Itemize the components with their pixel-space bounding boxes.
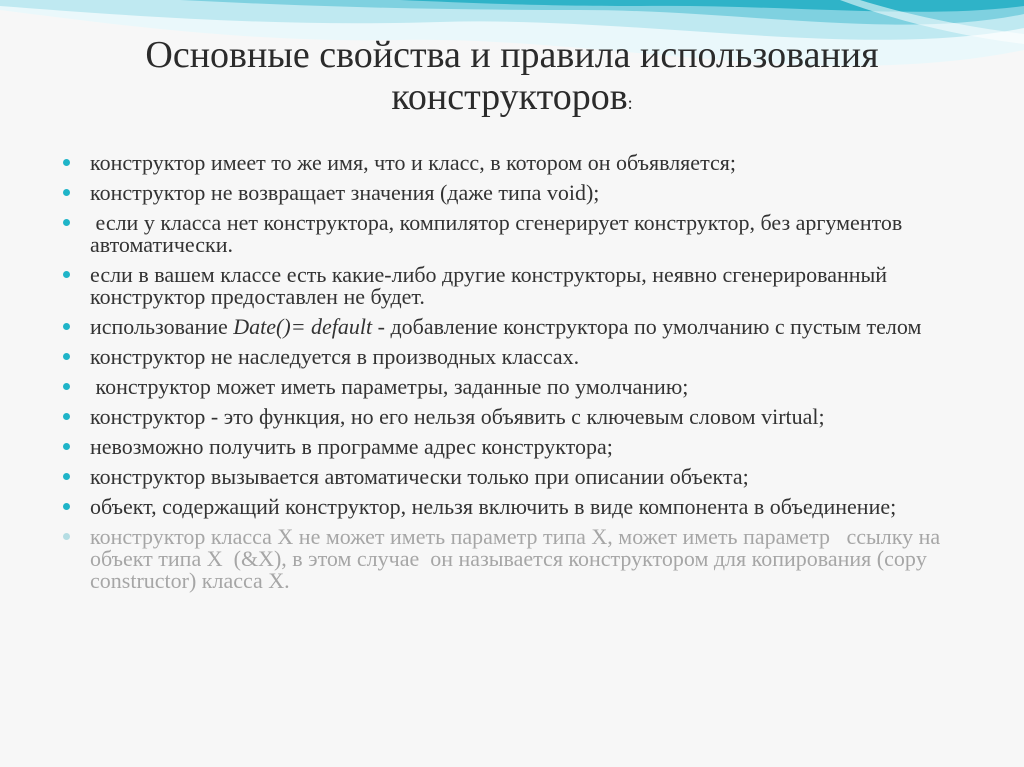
bullet-dot-icon (63, 533, 70, 540)
bullet-dot-icon (63, 503, 70, 510)
bullet-text: конструктор имеет то же имя, что и класс, в котором он объявляется; (90, 150, 736, 175)
bullet-item (60, 152, 960, 174)
bullet-text (90, 314, 921, 339)
bullet-dot-icon (63, 219, 70, 226)
bullet-item-faded (60, 526, 960, 592)
bullet-item (60, 182, 960, 204)
bullet-text-after: - добавление конструктора по умолчанию с пустым телом (372, 314, 922, 339)
bullet-text: невозможно получить в программе адрес конструктора; (90, 434, 613, 459)
bullet-text: объект, содержащий конструктор, нельзя включить в виде компонента в объединение; (90, 494, 897, 519)
slide-title-text: Основные свойства и правила использования конструкторов (145, 34, 879, 118)
bullet-text-before: использование (90, 314, 234, 339)
bullet-text: конструктор - это функция, но его нельзя объявить с ключевым словом virtual; (90, 404, 825, 429)
bullet-dot-icon (63, 353, 70, 360)
bullet-item (60, 212, 960, 256)
bullet-text: если у класса нет конструктора, компилятор сгенерирует конструктор, без аргументов автоматически. (90, 210, 908, 257)
bullet-dot-icon (63, 323, 70, 330)
bullet-item (60, 346, 960, 368)
bullet-dot-icon (63, 443, 70, 450)
bullet-text: конструктор может иметь параметры, заданные по умолчанию; (90, 374, 689, 399)
slide-title (40, 34, 984, 124)
bullet-dot-icon (63, 383, 70, 390)
bullet-item (60, 406, 960, 428)
bullet-dot-icon (63, 189, 70, 196)
bullet-text: конструктор не возвращает значения (даже типа void); (90, 180, 600, 205)
bullet-text: конструктор вызывается автоматически только при описании объекта; (90, 464, 749, 489)
bullet-item (60, 466, 960, 488)
bullet-item (60, 316, 960, 338)
bullet-item (60, 496, 960, 518)
slide-title-colon: : (627, 93, 633, 113)
bullet-text: если в вашем классе есть какие-либо другие конструкторы, неявно сгенерированный конструктор предоставлен не будет. (90, 262, 893, 309)
bullet-dot-icon (63, 473, 70, 480)
bullet-item (60, 264, 960, 308)
bullet-code-italic: Date()= default (233, 314, 373, 339)
bullet-text: конструктор не наследуется в производных классах. (90, 344, 580, 369)
bullet-text: конструктор класса X не может иметь параметр типа X, может иметь параметр ссылку на объект типа X (&X), в этом случае он называется конструктором для копирования (copy constructor) класса X. (90, 524, 946, 593)
bullet-dot-icon (63, 271, 70, 278)
bullet-dot-icon (63, 159, 70, 166)
bullet-item (60, 436, 960, 458)
bullet-dot-icon (63, 413, 70, 420)
bullet-item (60, 376, 960, 398)
bullet-list (60, 152, 960, 600)
